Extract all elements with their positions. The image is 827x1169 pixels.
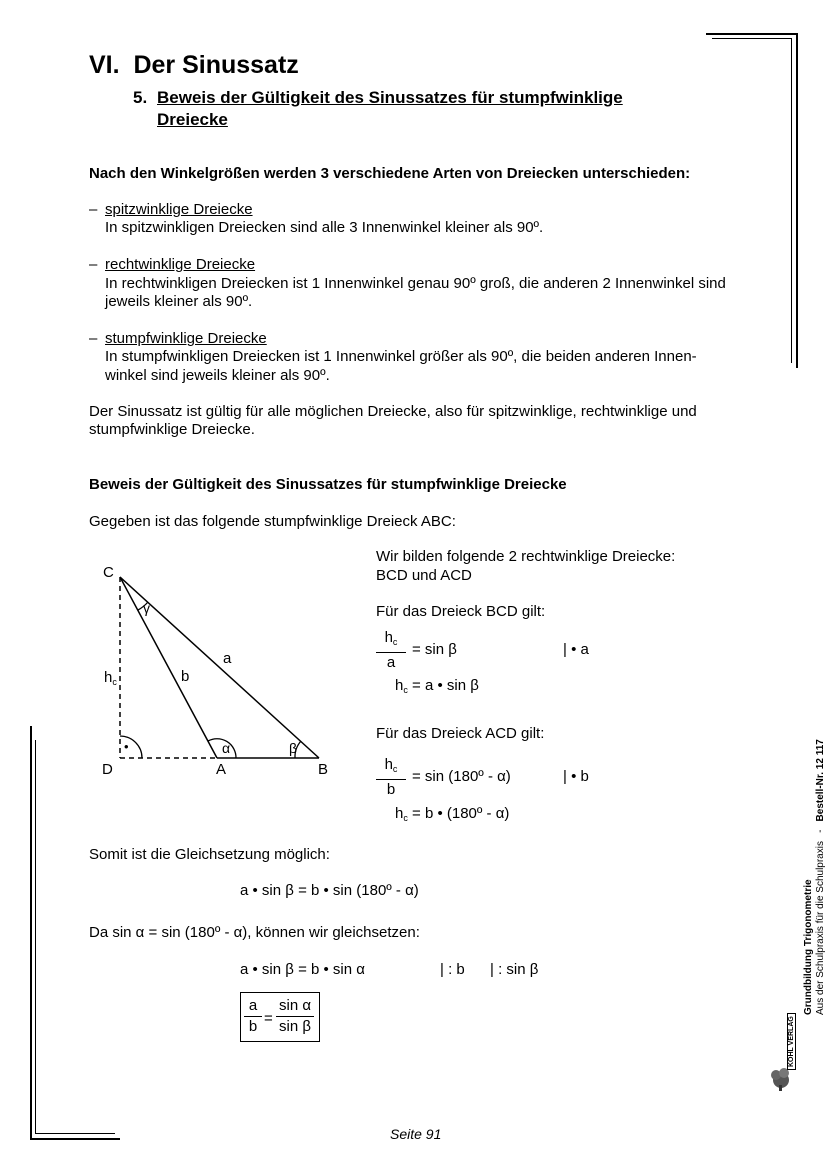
list-dash: – [89,201,98,218]
publisher-logo [770,1016,800,1092]
given-text: Gegeben ist das folgende stumpfwinklige Dreieck ABC: [89,513,456,530]
result-left-num: a [248,997,258,1014]
intro-heading: Nach den Winkelgrößen werden 3 verschiedene Arten von Dreiecken unterschieden: [89,165,691,182]
height-label-hc: $h_c$ [104,669,117,687]
list-item-text: In stumpfwinkligen Dreiecken ist 1 Innenwinkel größer als 90º, die beiden anderen Innen- [105,348,697,365]
side-line2-row: Aus der Schulpraxis für die Schulpraxis - Bestell-Nr. 12 117 [815,739,826,1015]
equation-2: a • sin β = b • sin α [240,961,365,978]
frame-bottom-line-inner [35,1133,115,1134]
section-title-line1: Beweis der Gültigkeit des Sinussatzes für stumpfwinklige [157,88,623,107]
validity-text: stumpfwinklige Dreiecke. [89,421,255,438]
equation-2-op-1: | : b [440,961,465,978]
angle-label-alpha: α [222,740,231,756]
result-right-num: sin α [278,997,311,1014]
result-left-fraction [244,997,262,1036]
list-item-text: In rechtwinkligen Dreiecken ist 1 Innenwinkel genau 90º groß, die anderen 2 Innenwinkel sind [105,275,726,292]
rc-intro-line2: BCD und ACD [376,567,472,584]
side-line1: Grundbildung Trigonometrie [803,879,814,1015]
result-right-fraction [276,997,314,1036]
acd-heading: Für das Dreieck ACD gilt: [376,725,545,742]
list-item-text: jeweils kleiner als 90º. [105,293,253,310]
bcd-eq-rhs: = sin β [412,641,457,658]
side-label-a: a [223,650,232,667]
page-number: Seite 91 [390,1126,442,1142]
acd-operation: | • b [563,768,589,785]
frame-right-line-inner [791,38,792,363]
frame-top-line-inner [712,38,792,39]
vertex-label-d: D [102,761,113,778]
bcd-fraction-den: a [386,654,396,671]
acd-fraction-den: b [386,781,396,798]
side-info-text [803,739,827,1015]
section-number: 5. [133,88,148,107]
equation-2-op-2: | : sin β [490,961,539,978]
bcd-fraction-num: $h_c$ [384,629,398,647]
equate-text: Somit ist die Gleichsetzung möglich: [89,846,330,863]
list-item-text: winkel sind jeweils kleiner als 90º. [105,367,330,384]
list-item-text: In spitzwinkligen Dreiecken sind alle 3 Innenwinkel kleiner als 90º. [105,219,544,236]
side-label-b: b [181,668,190,685]
vertex-label-b: B [318,761,329,778]
frame-left-line-inner [35,740,36,1134]
publisher-logo-text: KOHL VERLAG [787,1013,796,1070]
right-angle-dot: • [124,739,129,754]
proof-heading: Beweis der Gültigkeit des Sinussatzes für stumpfwinklige Dreiecke [89,476,567,493]
since-text: Da sin α = sin (180º - α), können wir gleichsetzen: [89,924,420,941]
triangle-figure [95,560,345,785]
bcd-fraction [376,629,406,672]
result-right-den: sin β [279,1018,311,1035]
list-dash: – [89,330,98,347]
list-dash: – [89,256,98,273]
angle-label-gamma: γ [143,600,150,616]
acd-fraction [376,756,406,799]
angle-label-beta: β [289,740,298,756]
chapter-title: VI. Der Sinussatz [89,51,299,79]
rc-intro-line1: Wir bilden folgende 2 rechtwinklige Dreiecke: [376,548,676,565]
list-item-name: rechtwinklige Dreiecke [105,256,256,273]
bcd-heading: Für das Dreieck BCD gilt: [376,603,546,620]
bcd-operation: | • a [563,641,589,658]
frame-right-line [796,33,798,368]
section-title-line2: Dreiecke [157,110,228,129]
list-item-name: stumpfwinklige Dreiecke [105,330,267,347]
vertex-label-a: A [216,761,227,778]
list-item-name: spitzwinklige Dreiecke [105,201,253,218]
frame-top-line [706,33,798,35]
acd-fraction-num: $h_c$ [384,756,398,774]
result-left-den: b [248,1018,258,1035]
vertex-label-c: C [103,564,114,581]
frame-bottom-line [30,1138,120,1140]
equation-1: a • sin β = b • sin (180º - α) [240,882,419,899]
frame-left-line [30,726,32,1140]
side-b-line [120,577,217,758]
result-equals: = [264,1010,273,1027]
acd-result: $h_c = b$ • (180º - α) [395,805,510,823]
acd-eq-rhs: = sin (180º - α) [412,768,511,785]
bcd-result: $h_c = a$ • sin β [395,677,479,695]
validity-text: Der Sinussatz ist gültig für alle möglichen Dreiecke, also für spitzwinklige, rechtwinklige und [89,403,697,420]
